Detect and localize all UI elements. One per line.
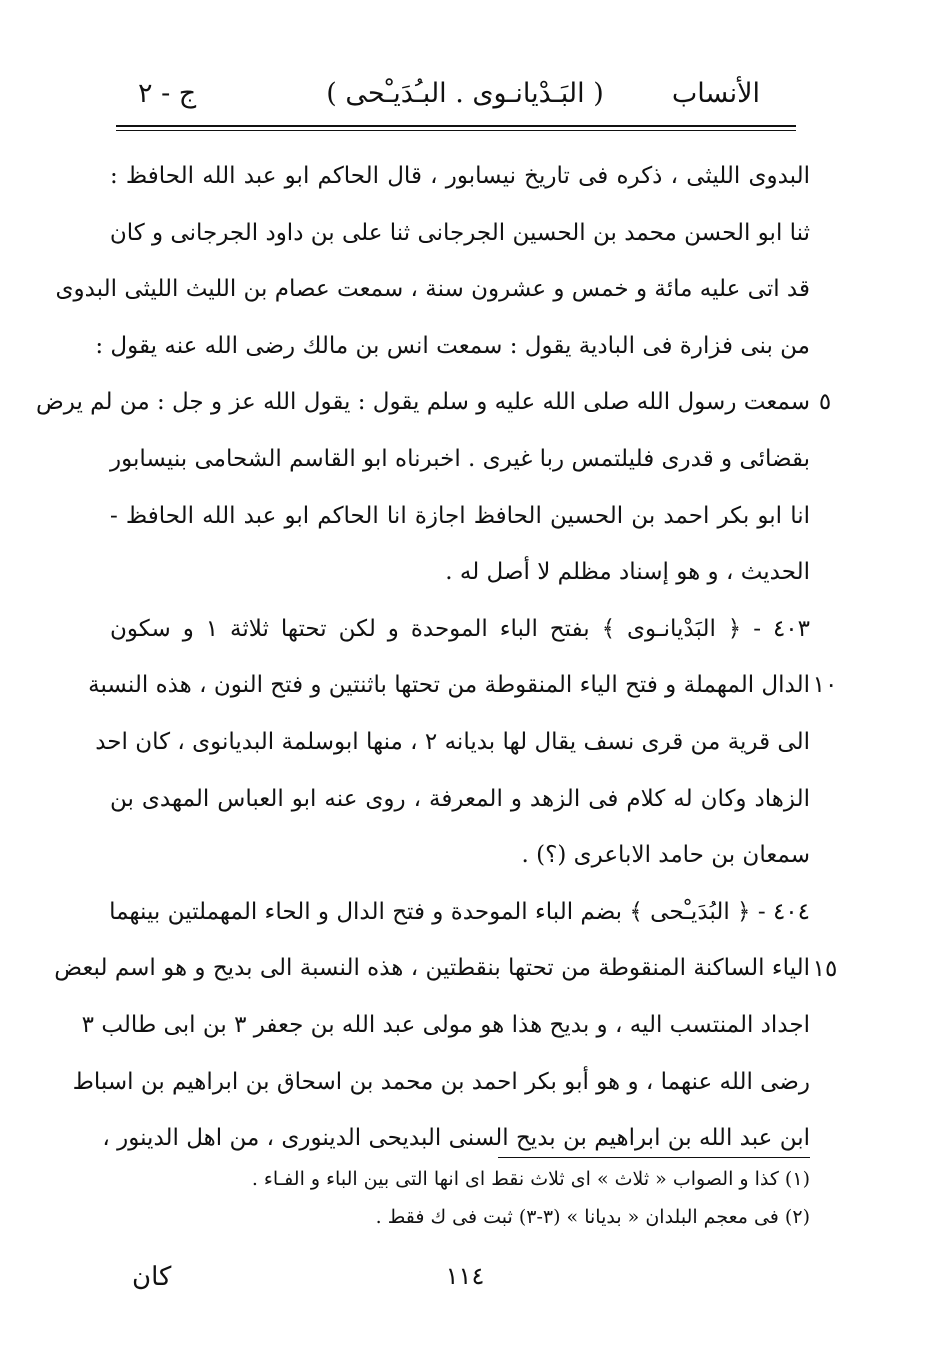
- footnote-1: (١) كذا و الصواب « ثلاث » اى ثلاث نقط اى انها التى بين الباء و الفـاء .: [251, 1168, 810, 1190]
- header-rule-thin: [116, 130, 796, 131]
- text-line: بقضائى و قدرى فليلتمس ربا غيرى . اخبرناه ابو القاسم الشحامى بنيسابور: [110, 445, 810, 472]
- footnote-2: (٢) فى معجم البلدان « بديانا » (٣-٣) ثبت فى ك فقط .: [375, 1206, 810, 1228]
- text-line: الزهاد وكان له كلام فى الزهد و المعرفة ، روى عنه ابو العباس المهدى بن: [110, 785, 810, 812]
- text-line: سمعان بن حامد الاباعرى (؟) .: [521, 842, 810, 869]
- text-line: اجداد المنتسب اليه ، و بديح هذا هو مولى عبد الله بن جعفر ٣ بن ابى طالب ٣: [81, 1011, 810, 1038]
- text-line: سمعت رسول الله صلى الله عليه و سلم يقول : يقول الله عز و جل : من لم يرض: [35, 389, 810, 416]
- volume-label: ج - ٢: [138, 78, 197, 109]
- text-line: رضى الله عنهما ، و هو أبو بكر احمد بن محمد بن اسحاق بن ابراهيم بن اسباط: [72, 1068, 810, 1095]
- text-line: انا ابو بكر احمد بن الحسين الحافظ اجازة انا الحاكم ابو عبد الله الحافظ -: [110, 502, 810, 529]
- text-line: الياء الساكنة المنقوطة من تحتها بنقطتين ، هذه النسبة الى بديح و هو اسم لبعض: [54, 955, 810, 982]
- running-title: الأنساب: [671, 78, 760, 109]
- text-line: الدال المهملة و فتح الياء المنقوطة من تحتها باثنتين و فتح النون ، هذه النسبة: [88, 672, 810, 699]
- text-line: ابن عبد الله بن ابراهيم بن بديح السنى البديحى الدينورى ، من اهل الدينور ،: [102, 1125, 810, 1152]
- text-line: الحديث ، و هو إسناد مظلم لا أصل له .: [445, 559, 810, 586]
- entries-heading: ( البَـدْيانـوى . البـُدَيـْحى ): [326, 78, 604, 109]
- entry-heading-404: ٤٠٤ - ﴿ البُدَيـْحى ﴾ بضم الباء الموحدة و فتح الدال و الحاء المهملتين بينهما: [109, 898, 810, 925]
- catchword: كان: [132, 1262, 172, 1292]
- main-text: [35, 148, 810, 1167]
- page-number: ١١٤: [445, 1262, 485, 1290]
- text-line: البدوى الليثى ، ذكره فى تاريخ نيسابور ، قال الحاكم ابو عبد الله الحافظ :: [110, 163, 810, 189]
- text-line: قد اتى عليه مائة و خمس و عشرون سنة ، سمعت عصام بن الليث الليثى البدوى: [55, 276, 810, 303]
- text-line: من بنى فزارة فى البادية يقول : سمعت انس بن مالك رضى الله عنه يقول :: [95, 332, 810, 359]
- line-number-15: ١٥: [812, 956, 838, 982]
- line-number-5: ٥: [818, 389, 832, 415]
- line-number-10: ١٠: [812, 672, 838, 698]
- text-line: ثنا ابو الحسن محمد بن الحسين الجرجانى ثنا على بن داود الجرجانى و كان: [109, 219, 810, 246]
- header-rule: [116, 125, 796, 127]
- footnote-rule: [498, 1157, 810, 1158]
- text-line: الى قرية من قرى نسف يقال لها بديانه ٢ ، منها ابوسلمة البديانوى ، كان احد: [95, 728, 810, 755]
- entry-heading-403: ٤٠٣ - ﴿ البَدْيانـوى ﴾ بفتح الباء الموحدة و لكن تحتها ثلاثة ١ و سكون: [110, 615, 810, 642]
